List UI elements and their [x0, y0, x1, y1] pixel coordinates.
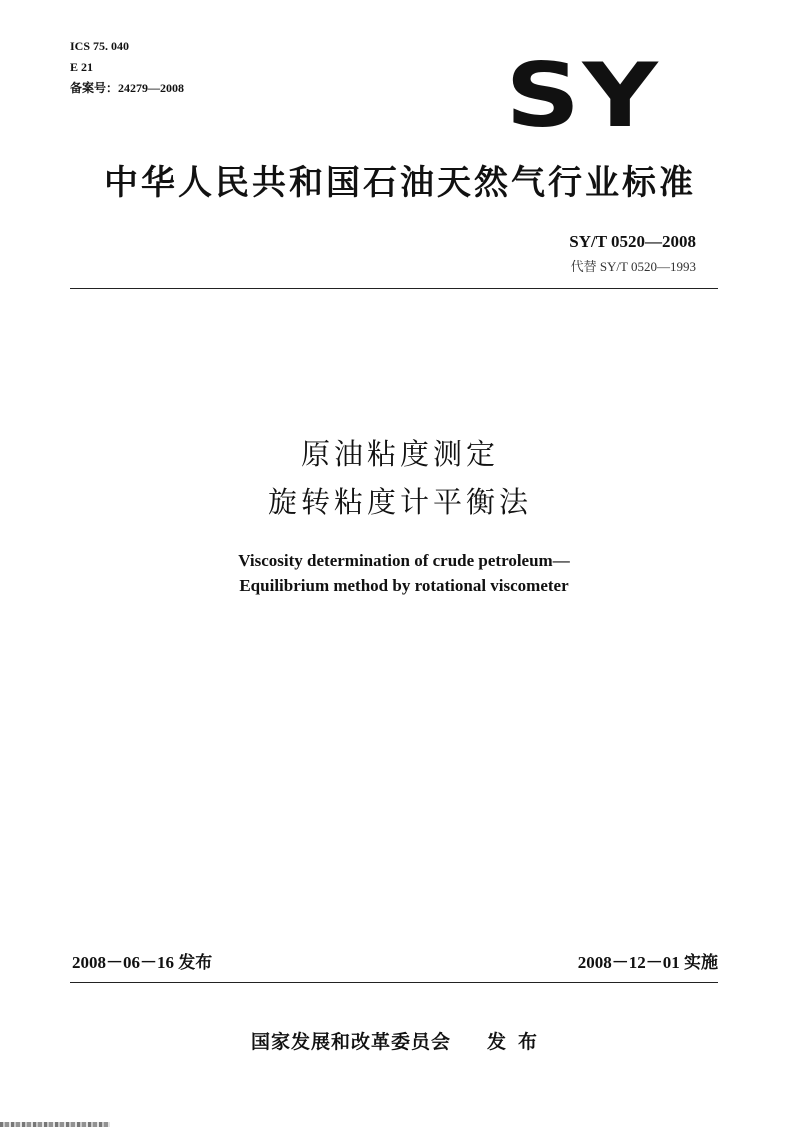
issuer-name: 国家发展和改革委员会: [250, 1031, 451, 1053]
title-chinese-line2: 旋转粘度计平衡法: [267, 485, 532, 519]
implementation-date: 2008－12－01 实施: [577, 953, 718, 972]
record-number: 备案号：24279—2008: [70, 81, 185, 95]
replaces-note: 代替 SY/T 0520—1993: [570, 259, 696, 274]
standard-type-title: 中华人民共和国石油天然气行业标准: [104, 163, 696, 203]
title-english: [0, 548, 800, 598]
sy-logo: SY: [505, 44, 660, 147]
issue-date: 2008－06－16 发布: [72, 953, 213, 972]
ccs-code: E 21: [70, 60, 94, 74]
issuer-verb: 发布: [487, 1031, 550, 1053]
ics-code: ICS 75. 040: [70, 39, 130, 53]
header-meta: [70, 36, 184, 99]
standard-code: SY/T 0520—2008: [569, 232, 696, 251]
title-english-line2: Equilibrium method by rotational viscometer: [239, 576, 569, 595]
scan-artifact: [0, 1122, 110, 1127]
title-english-line1: Viscosity determination of crude petroleum—: [238, 551, 570, 570]
top-divider: [70, 288, 718, 289]
title-chinese: [0, 430, 800, 526]
bottom-divider: [70, 982, 718, 983]
issuer-line: [0, 1027, 800, 1054]
title-chinese-line1: 原油粘度测定: [300, 437, 499, 471]
standard-code-block: [569, 232, 696, 275]
